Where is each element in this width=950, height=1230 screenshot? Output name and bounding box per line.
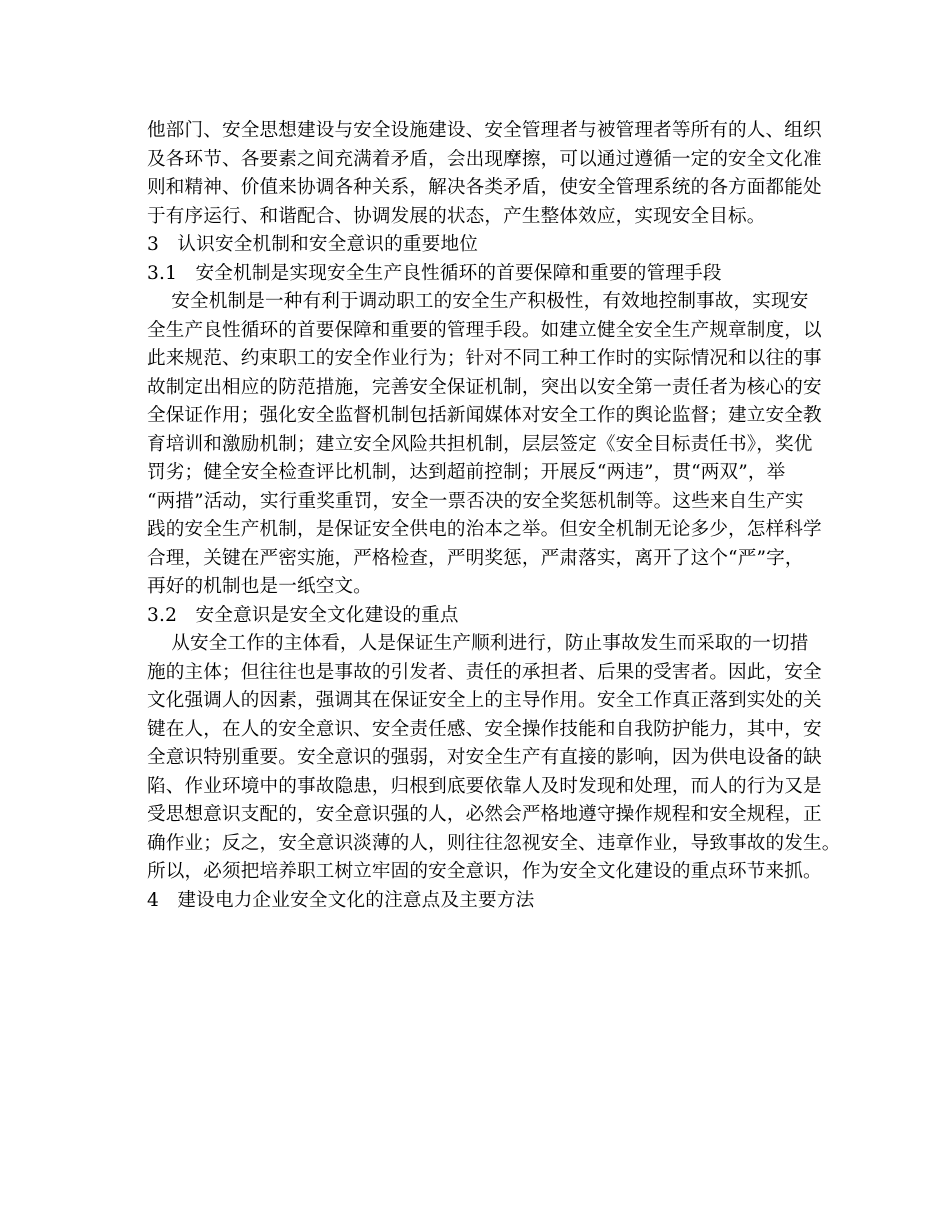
section-heading-3: 3 认识安全机制和安全意识的重要地位 [147,234,479,255]
paragraph-line: 则和精神、价值来协调各种关系，解决各类矛盾，使安全管理系统的各方面都能处 [147,177,822,198]
paragraph-line: “两措”活动，实行重奖重罚，安全一票否决的安全奖惩机制等。这些来自生产实 [147,490,804,512]
paragraph-line: 全生产良性循环的首要保障和重要的管理手段。如建立健全安全生产规章制度，以 [147,319,822,341]
paragraph-line: 从安全工作的主体看，人是保证生产顺利进行，防止事故发生而采取的一切措 [147,633,809,654]
paragraph-line: 确作业；反之，安全意识淡薄的人，则往往忽视安全、违章作业，导致事故的发生。 [147,832,841,854]
paragraph-line: 键在人，在人的安全意识、安全责任感、安全操作技能和自我防护能力，其中，安 [147,718,822,740]
paragraph-line: 再好的机制也是一纸空文。 [147,576,372,597]
paragraph-line: 施的主体；但往往也是事故的引发者、责任的承担者、后果的受害者。因此，安全 [147,661,822,683]
paragraph-line: 受思想意识支配的，安全意识强的人，必然会严格地遵守操作规程和安全规程，正 [147,804,822,825]
paragraph-line: 及各环节、各要素之间充满着矛盾，会出现摩擦，可以通过遵循一定的安全文化准 [147,148,822,170]
paragraph-line: 践的安全生产机制，是保证安全供电的治本之举。但安全机制无论多少，怎样科学 [147,519,822,540]
paragraph-line: 安全机制是一种有利于调动职工的安全生产积极性，有效地控制事故，实现安 [147,291,809,312]
paragraph-line: 所以，必须把培养职工树立牢固的安全意识，作为安全文化建设的重点环节来抓。 [147,861,822,882]
paragraph-line: 于有序运行、和谐配合、协调发展的状态，产生整体效应，实现安全目标。 [147,205,766,227]
section-heading-3-2: 3.2 安全意识是安全文化建设的重点 [147,604,459,626]
paragraph-line: 育培训和激励机制；建立安全风险共担机制，层层签定《安全目标责任书》，奖优 [147,433,813,455]
paragraph-line: 他部门、安全思想建设与安全设施建设、安全管理者与被管理者等所有的人、组织 [147,120,822,141]
paragraph-line: 合理，关键在严密实施，严格检查，严明奖惩，严肃落实，离开了这个“严”字， [147,547,804,569]
body-text [147,117,841,915]
paragraph-line: 罚劣；健全安全检查评比机制，达到超前控制；开展反“两违”，贯“两双”，举 [147,462,786,483]
section-heading-4: 4 建设电力企业安全文化的注意点及主要方法 [147,889,535,911]
paragraph-line: 故制定出相应的防范措施，完善安全保证机制，突出以安全第一责任者为核心的安 [147,376,822,398]
paragraph-line: 文化强调人的因素，强调其在保证安全上的主导作用。安全工作真正落到实处的关 [147,690,822,711]
section-heading-3-1: 3.1 安全机制是实现安全生产良性循环的首要保障和重要的管理手段 [147,262,722,284]
paragraph-line: 此来规范、约束职工的安全作业行为；针对不同工种工作时的实际情况和以往的事 [147,348,822,369]
paragraph-line: 全意识特别重要。安全意识的强弱，对安全生产有直接的影响，因为供电设备的缺 [147,747,822,768]
paragraph-line: 陷、作业环境中的事故隐患，归根到底要依靠人及时发现和处理，而人的行为又是 [147,775,822,797]
paragraph-line: 全保证作用；强化安全监督机制包括新闻媒体对安全工作的舆论监督；建立安全教 [147,405,822,426]
